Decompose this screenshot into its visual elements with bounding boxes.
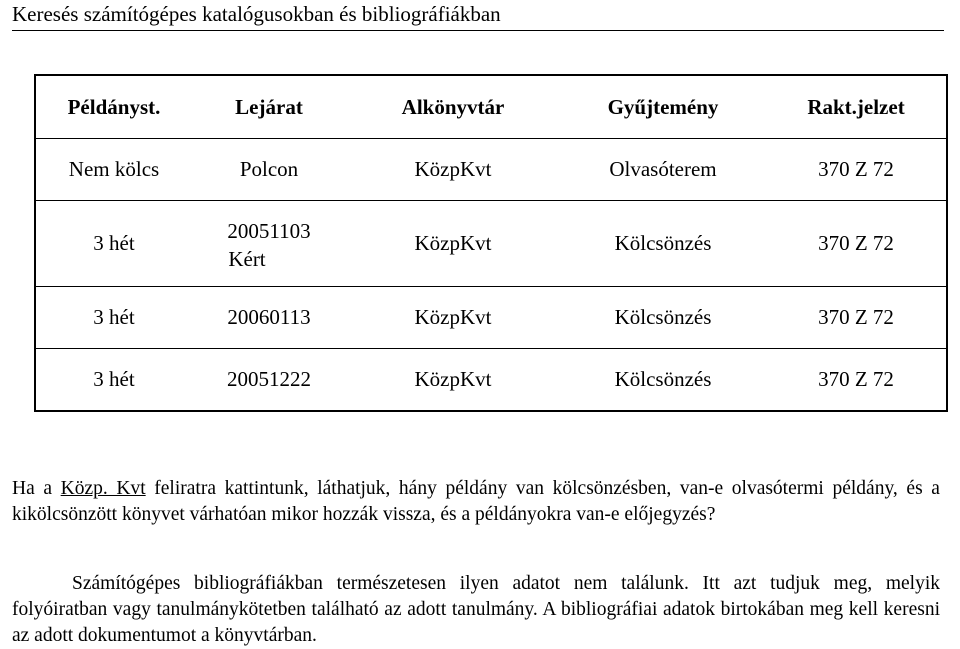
header-due-date: Lejárat [235,94,303,119]
call-number: 370 Z 72 [818,367,894,391]
central-library-link[interactable]: Közp. Kvt [60,477,146,499]
branch-link[interactable]: KözpKvt [414,231,492,255]
due-date: Polcon [239,157,299,181]
call-number: 370 Z 72 [818,305,894,329]
collection: Kölcsönzés [614,305,712,329]
collection: Kölcsönzés [614,231,712,255]
header-collection: Gyűjtemény [607,94,719,119]
call-number: 370 Z 72 [818,231,894,255]
copy-status: 3 hét [93,367,135,391]
header-branch: Alkönyvtár [401,94,505,119]
due-date-cell [192,201,346,286]
collection: Olvasóterem [609,157,717,181]
branch-link[interactable]: KözpKvt [414,157,492,181]
header-copy-status: Példányst. [67,94,161,119]
paragraph-text: Ha a [12,477,61,499]
paragraph-text: feliratra kattintunk, láthatjuk, hány példány van kölcsönzésben, van-e olvasótermi példány, és a kikölcsönzött könyvet várhatóan mikor hozzák vissza, és a példányokra van-e előjegyzés? [12,477,940,525]
copy-status: 3 hét [93,231,135,255]
header-call-number: Rakt.jelzet [807,94,905,119]
branch-link[interactable]: KözpKvt [414,367,492,391]
bibliography-paragraph: Számítógépes bibliográfiákban természetesen ilyen adatot nem találunk. Itt azt tudjuk meg, melyik folyóiratban vagy tanulmánykötetben található az adott tanulmány. A bibliográfiai adatok birtokában meg kell keresni az adott dokumentumot a könyvtárban. [12,572,940,646]
page-title: Keresés számítógépes katalógusokban és bibliográfiákban [12,0,944,31]
due-date: 20060113 [227,305,311,329]
call-number: 370 Z 72 [818,157,894,181]
holdings-table [34,74,948,412]
table-row [36,348,946,410]
reserved-label: Kért [228,247,266,271]
branch-link[interactable]: KözpKvt [414,305,492,329]
due-date: 20051222 [227,367,311,391]
explanation-paragraph [12,476,940,528]
copy-status: 3 hét [93,305,135,329]
table-row [36,200,946,286]
table-row [36,138,946,200]
table-header-row [36,76,946,138]
due-date: 20051103 [227,219,311,243]
collection: Kölcsönzés [614,367,712,391]
table-row [36,286,946,348]
copy-status: Nem kölcs [68,157,160,181]
